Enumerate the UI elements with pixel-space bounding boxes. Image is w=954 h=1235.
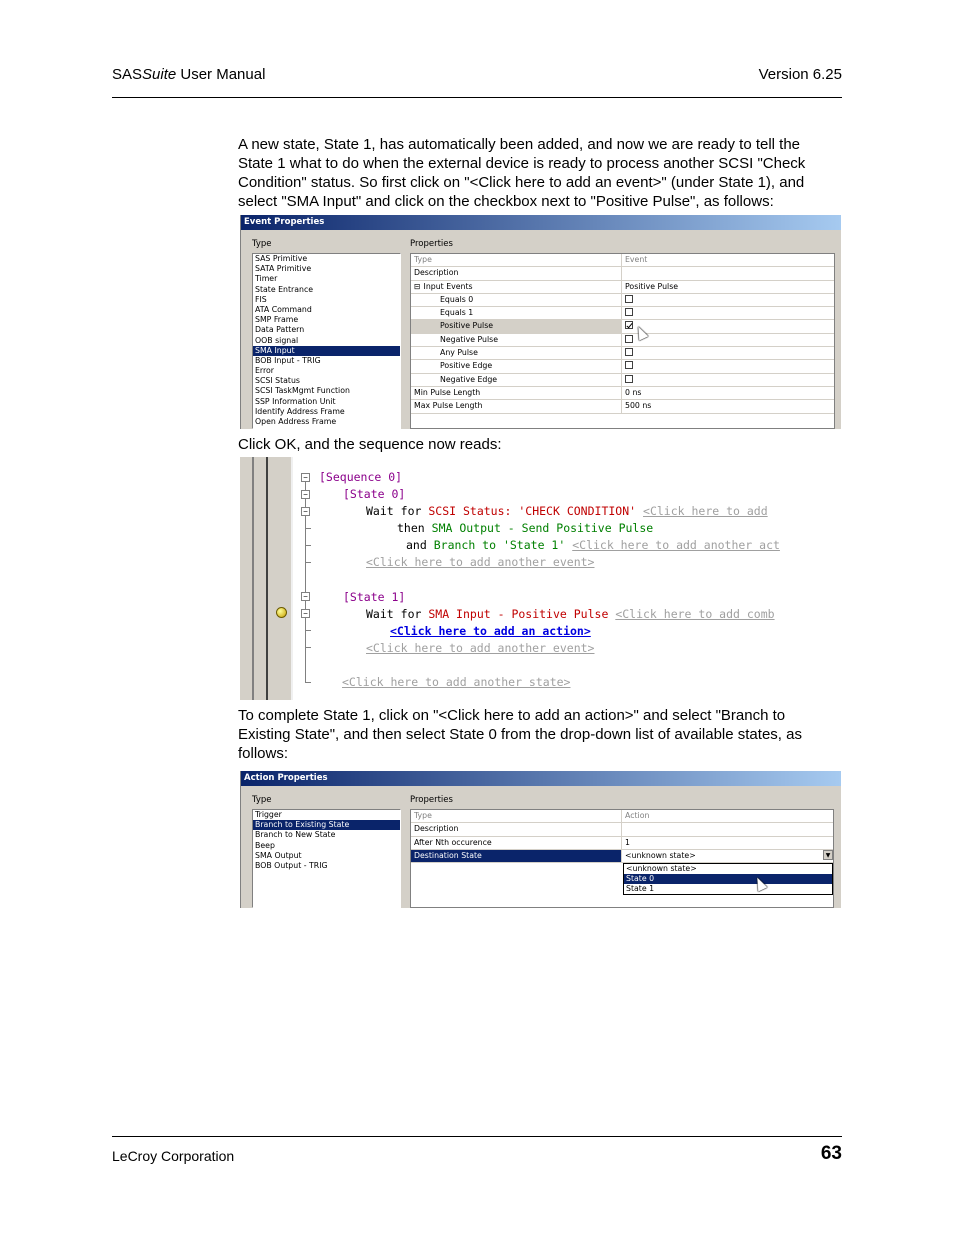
add-another-state-link[interactable]: <Click here to add another state> bbox=[342, 675, 571, 689]
state0-then-line bbox=[397, 521, 653, 535]
property-value[interactable] bbox=[622, 334, 633, 346]
state1-wait-line bbox=[366, 607, 775, 621]
add-combination-link[interactable]: <Click here to add bbox=[643, 504, 768, 518]
list-item[interactable]: SMP Frame bbox=[255, 315, 299, 325]
property-name bbox=[411, 823, 622, 835]
event-property-grid[interactable] bbox=[410, 253, 835, 429]
property-value-text: <unknown state> bbox=[625, 850, 696, 860]
checkbox[interactable] bbox=[625, 295, 633, 303]
footer-company: LeCroy Corporation bbox=[112, 1148, 235, 1164]
list-item[interactable]: Data Pattern bbox=[255, 325, 305, 335]
list-item[interactable]: Timer bbox=[255, 274, 278, 284]
property-value[interactable] bbox=[622, 387, 641, 399]
property-value-text: Positive Pulse bbox=[625, 281, 679, 291]
footer-divider bbox=[112, 1136, 842, 1137]
property-value[interactable] bbox=[622, 810, 649, 822]
state-0-label[interactable]: [State 0] bbox=[343, 487, 406, 501]
list-item[interactable]: FIS bbox=[255, 294, 267, 304]
property-value[interactable] bbox=[622, 347, 633, 359]
property-value[interactable] bbox=[622, 823, 625, 835]
header-title-italic: Suite bbox=[142, 66, 177, 83]
checkbox[interactable] bbox=[625, 321, 633, 329]
property-name-label: Negative Edge bbox=[440, 374, 498, 384]
table-row[interactable] bbox=[411, 400, 834, 413]
property-name-label: Type bbox=[414, 811, 432, 820]
table-row[interactable] bbox=[411, 360, 834, 373]
event-properties-dialog bbox=[240, 215, 841, 429]
property-name bbox=[411, 320, 622, 332]
property-name bbox=[411, 281, 622, 293]
list-item[interactable]: SATA Primitive bbox=[255, 264, 312, 274]
table-row[interactable] bbox=[411, 307, 834, 320]
property-value[interactable] bbox=[622, 837, 630, 849]
list-item[interactable]: BOB Input - TRIG bbox=[255, 355, 321, 365]
event-properties-label: Properties bbox=[410, 239, 453, 249]
property-name bbox=[411, 387, 622, 399]
branch-to-state1-action[interactable]: Branch to 'State 1' bbox=[433, 538, 566, 552]
table-row[interactable] bbox=[411, 347, 834, 360]
collapse-state0-icon[interactable]: − bbox=[301, 490, 310, 499]
table-row[interactable] bbox=[411, 823, 833, 836]
header-title-suffix: User Manual bbox=[176, 66, 266, 83]
property-name-label: Max Pulse Length bbox=[414, 401, 483, 411]
list-item[interactable]: Branch to Existing State bbox=[253, 820, 400, 830]
list-item[interactable]: OOB signal bbox=[255, 335, 299, 345]
collapse-state1-icon[interactable]: − bbox=[301, 592, 310, 601]
event-type-label: Type bbox=[252, 239, 272, 249]
collapse-event-icon[interactable]: − bbox=[301, 507, 310, 516]
list-item[interactable]: SCSI Status bbox=[255, 376, 300, 386]
property-name-label: Any Pulse bbox=[440, 348, 478, 358]
property-name bbox=[411, 294, 622, 306]
table-row[interactable] bbox=[411, 810, 833, 823]
property-name-label: Positive Pulse bbox=[440, 321, 494, 331]
property-name bbox=[411, 374, 622, 386]
property-value[interactable] bbox=[622, 400, 651, 412]
dropdown-option[interactable]: <unknown state> bbox=[626, 864, 697, 873]
header-divider bbox=[112, 97, 842, 98]
add-action-link[interactable]: <Click here to add an action> bbox=[390, 624, 591, 638]
list-item[interactable]: SCSI TaskMgmt Function bbox=[255, 386, 350, 396]
property-name bbox=[411, 254, 622, 266]
list-item[interactable]: Trigger bbox=[255, 810, 282, 819]
collapse-sequence-icon[interactable]: − bbox=[301, 473, 310, 482]
property-value[interactable] bbox=[622, 307, 633, 319]
sma-output-action[interactable]: SMA Output - Send Positive Pulse bbox=[431, 521, 654, 535]
wait-keyword: Wait bbox=[366, 504, 394, 518]
dropdown-option[interactable]: State 1 bbox=[626, 884, 655, 893]
property-value[interactable] bbox=[622, 320, 633, 332]
property-name-label: Equals 1 bbox=[440, 308, 474, 318]
event-dialog-title: Event Properties bbox=[241, 215, 841, 230]
for-keyword: for bbox=[400, 607, 422, 621]
property-name bbox=[411, 267, 622, 279]
property-value[interactable] bbox=[622, 360, 633, 372]
property-name bbox=[411, 837, 622, 849]
scsi-status-event[interactable]: SCSI Status: 'CHECK CONDITION' bbox=[428, 504, 637, 518]
list-item[interactable]: SMA Output bbox=[255, 850, 302, 860]
add-combination-link-state1[interactable]: <Click here to add comb bbox=[615, 607, 775, 621]
property-name-label: Equals 0 bbox=[440, 294, 474, 304]
list-item[interactable]: BOB Output - TRIG bbox=[255, 860, 328, 870]
table-row[interactable] bbox=[411, 254, 834, 267]
property-value[interactable] bbox=[622, 254, 647, 266]
action-type-list[interactable] bbox=[252, 809, 401, 908]
list-item[interactable]: Error bbox=[255, 366, 275, 376]
property-name-label: Input Events bbox=[423, 281, 473, 291]
table-row[interactable] bbox=[411, 320, 834, 333]
property-value-text: Action bbox=[625, 811, 650, 820]
sequence-0-label[interactable]: [Sequence 0] bbox=[319, 470, 403, 484]
action-properties-dialog bbox=[240, 771, 841, 908]
header-version: Version 6.25 bbox=[758, 66, 842, 83]
sma-input-event[interactable]: SMA Input - Positive Pulse bbox=[428, 607, 609, 621]
header-title-prefix: SAS bbox=[112, 66, 143, 83]
dropdown-arrow-icon[interactable]: ▼ bbox=[823, 850, 833, 860]
property-name-label: Description bbox=[414, 268, 459, 278]
checkbox[interactable] bbox=[625, 348, 633, 356]
paragraph-complete-state: To complete State 1, click on "<Click here to add an action>" and select "Branch to Existing State", and then select State 0 from the drop-down list of available states, as follows: bbox=[238, 707, 802, 762]
checkbox[interactable] bbox=[625, 335, 633, 343]
add-another-action-link[interactable]: <Click here to add another act bbox=[572, 538, 780, 552]
expand-collapse-icon[interactable]: ⊟ bbox=[414, 281, 421, 291]
and-keyword: and bbox=[406, 538, 427, 552]
checkbox[interactable] bbox=[625, 308, 633, 316]
property-value[interactable] bbox=[622, 267, 625, 279]
collapse-state1-event-icon[interactable]: − bbox=[301, 609, 310, 618]
list-item[interactable]: Open Address Frame bbox=[255, 417, 337, 426]
table-row[interactable] bbox=[411, 837, 833, 850]
state-1-label[interactable]: [State 1] bbox=[343, 590, 406, 604]
list-item[interactable]: Identify Address Frame bbox=[255, 406, 345, 416]
property-value-text: Event bbox=[625, 255, 648, 264]
property-name bbox=[411, 360, 622, 372]
property-value-text: 1 bbox=[625, 837, 630, 847]
property-name bbox=[411, 810, 622, 822]
property-value[interactable] bbox=[622, 850, 696, 862]
property-value[interactable] bbox=[622, 294, 633, 306]
table-row[interactable] bbox=[411, 267, 834, 280]
add-another-event-link-state1[interactable]: <Click here to add another event> bbox=[366, 641, 595, 655]
dropdown-option[interactable]: State 0 bbox=[624, 874, 832, 884]
table-row[interactable] bbox=[411, 281, 834, 294]
sequence-editor bbox=[240, 457, 841, 700]
property-name bbox=[411, 400, 622, 412]
property-name-label: After Nth occurence bbox=[414, 837, 492, 847]
event-type-list[interactable] bbox=[252, 253, 401, 429]
list-item[interactable]: SMA Input bbox=[253, 346, 400, 356]
property-name-label: Destination State bbox=[414, 850, 482, 860]
property-name-label: Min Pulse Length bbox=[414, 387, 481, 397]
wait-keyword: Wait bbox=[366, 607, 394, 621]
property-value-text: 0 ns bbox=[625, 387, 642, 397]
action-dialog-title: Action Properties bbox=[241, 771, 841, 786]
table-row[interactable] bbox=[411, 850, 833, 863]
list-item[interactable]: SSP Information Unit bbox=[255, 396, 336, 406]
state0-wait-line bbox=[366, 504, 768, 518]
destination-state-dropdown-list[interactable] bbox=[623, 863, 833, 895]
page-number: 63 bbox=[820, 1143, 842, 1164]
table-row[interactable] bbox=[411, 387, 834, 400]
action-properties-label: Properties bbox=[410, 795, 453, 805]
list-item[interactable]: SAS Primitive bbox=[255, 254, 308, 263]
add-another-event-link-state0[interactable]: <Click here to add another event> bbox=[366, 555, 595, 569]
state0-and-line bbox=[406, 538, 780, 552]
property-value[interactable] bbox=[622, 374, 633, 386]
then-keyword: then bbox=[397, 521, 425, 535]
property-name bbox=[411, 850, 622, 862]
property-name bbox=[411, 307, 622, 319]
checkbox[interactable] bbox=[625, 361, 633, 369]
property-name bbox=[411, 347, 622, 359]
action-type-label: Type bbox=[252, 795, 272, 805]
header-title bbox=[112, 66, 265, 83]
list-item[interactable]: State Entrance bbox=[255, 284, 314, 294]
paragraph-click-ok: Click OK, and the sequence now reads: bbox=[238, 436, 502, 453]
property-value-text: 500 ns bbox=[625, 401, 652, 411]
editor-gutter bbox=[240, 457, 293, 700]
property-name-label: Positive Edge bbox=[440, 361, 493, 371]
property-name bbox=[411, 334, 622, 346]
property-name-label: Description bbox=[414, 824, 459, 834]
table-row[interactable] bbox=[411, 374, 834, 387]
property-name-label: Negative Pulse bbox=[440, 334, 499, 344]
list-item[interactable]: Beep bbox=[255, 840, 275, 850]
list-item[interactable]: Branch to New State bbox=[255, 830, 336, 840]
for-keyword: for bbox=[400, 504, 422, 518]
checkbox[interactable] bbox=[625, 375, 633, 383]
table-row[interactable] bbox=[411, 294, 834, 307]
property-value[interactable] bbox=[622, 281, 678, 293]
current-state-marker-icon bbox=[276, 607, 287, 618]
property-name-label: Type bbox=[414, 255, 432, 264]
list-item[interactable]: ATA Command bbox=[255, 304, 312, 314]
paragraph-intro: A new state, State 1, has automatically been added, and now we are ready to tell the State 1 what to do when the external device is ready to process another SCSI "Check Condition" status. So first click on "<Click here to add an event>" (under State 1), and select "SMA Input" and click on the checkbox next to "Positive Pulse", as follows: bbox=[238, 136, 806, 210]
table-row[interactable] bbox=[411, 334, 834, 347]
